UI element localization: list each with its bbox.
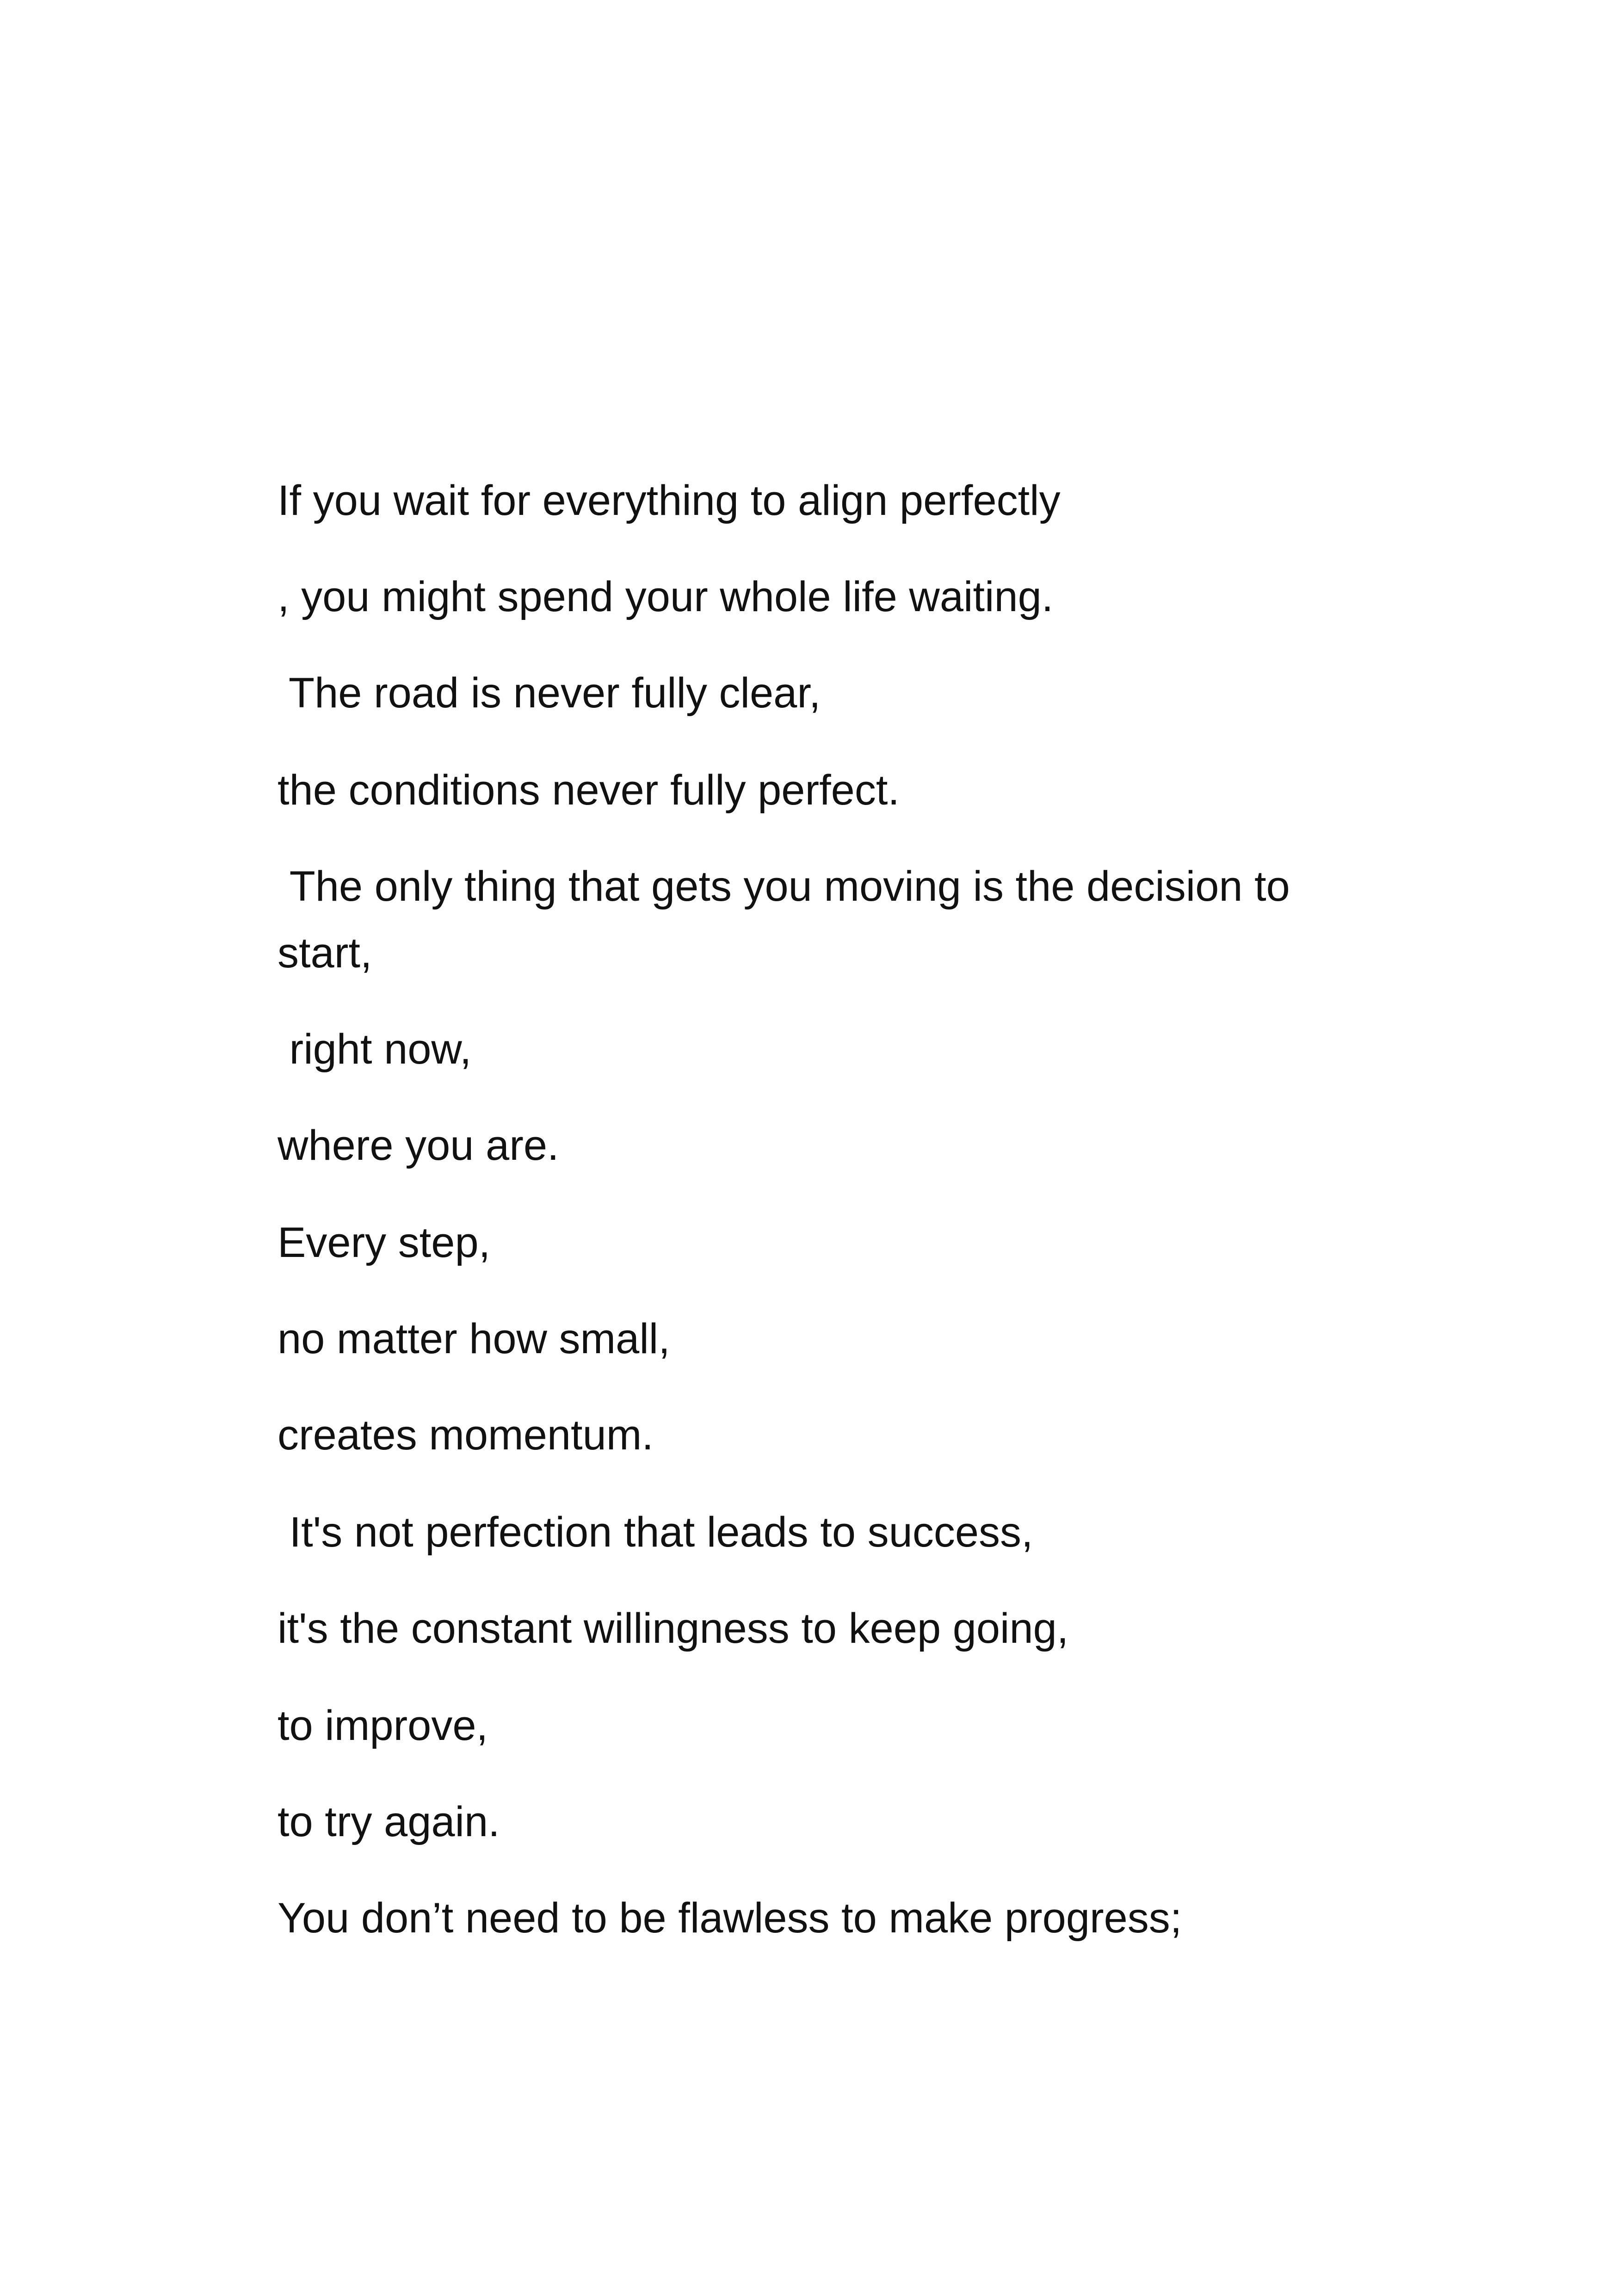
- paragraph-13: to improve,: [278, 1702, 488, 1749]
- paragraph-1: If you wait for everything to align perfectly: [278, 477, 1061, 524]
- paragraph-5: The only thing that gets you moving is the decision to start,: [278, 863, 1290, 977]
- paragraph-7: where you are.: [278, 1122, 559, 1169]
- paragraph-14: to try again.: [278, 1798, 500, 1845]
- paragraph-9: no matter how small,: [278, 1315, 670, 1362]
- paragraph-15: You don’t need to be flawless to make progress;: [278, 1894, 1182, 1942]
- paragraph-6: right now,: [278, 1026, 472, 1073]
- paragraph-11: It's not perfection that leads to success,: [278, 1509, 1033, 1556]
- paragraph-12: it's the constant willingness to keep going,: [278, 1605, 1069, 1652]
- paragraph-2: , you might spend your whole life waiting.: [278, 573, 1054, 620]
- paragraph-8: Every step,: [278, 1219, 491, 1266]
- paragraph-10: creates momentum.: [278, 1411, 654, 1459]
- paragraph-3: The road is never fully clear,: [278, 669, 821, 717]
- paragraph-4: the conditions never fully perfect.: [278, 767, 900, 814]
